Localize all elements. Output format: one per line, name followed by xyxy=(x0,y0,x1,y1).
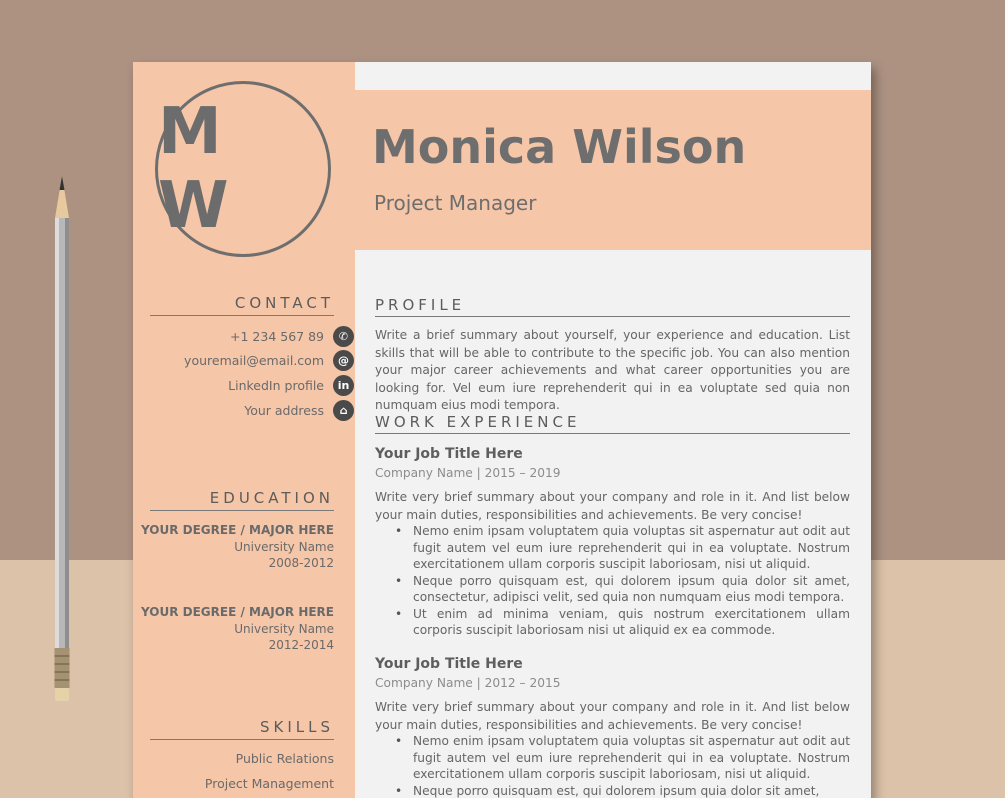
education-degree: YOUR DEGREE / MAJOR HERE xyxy=(141,605,334,619)
work-experience-heading: WORK EXPERIENCE xyxy=(375,413,581,431)
linkedin-icon: in xyxy=(333,375,354,396)
contact-address-text: Your address xyxy=(244,403,324,418)
job-title: Your Job Title Here xyxy=(375,656,523,672)
education-heading: EDUCATION xyxy=(209,489,334,507)
job-duty-item: • Neque porro quisquam est, qui dolorem ipsum quia dolor sit amet, consectetur, adipisci velit, sed quia non numquam eius modi tempora. xyxy=(395,573,850,606)
resume-job-title: Project Manager xyxy=(374,191,537,215)
job-company: Company Name | 2015 – 2019 xyxy=(375,466,561,480)
job-duty-item: • Nemo enim ipsam voluptatem quia voluptas sit aspernatur aut odit aut fugit autem vel eum iure reprehenderit qui in ea voluptate. Nostrum exercitationem ullam corporis suscipit laboriosam, nisi ut aliquid. xyxy=(395,523,850,573)
profile-heading: PROFILE xyxy=(375,296,466,314)
contact-linkedin-text: LinkedIn profile xyxy=(228,378,324,393)
education-entry xyxy=(141,604,334,654)
job-duty-item: • Neque porro quisquam est, qui dolorem ipsum quia dolor sit amet, xyxy=(395,783,850,798)
job-title: Your Job Title Here xyxy=(375,446,523,462)
skills-divider xyxy=(150,739,334,740)
contact-phone xyxy=(230,326,354,347)
contact-email-text: youremail@email.com xyxy=(184,353,324,368)
work-experience-divider xyxy=(375,433,850,434)
education-school: University Name xyxy=(234,621,334,636)
contact-divider xyxy=(150,315,334,316)
skills-heading: SKILLS xyxy=(259,718,334,736)
job-summary: Write very brief summary about your company and role in it. And list below your main duties, responsibilities and achievements. Be very concise! xyxy=(375,490,850,522)
education-entry xyxy=(141,522,334,572)
education-school: University Name xyxy=(234,539,334,554)
education-years: 2012-2014 xyxy=(268,638,334,652)
job-duty-item: • Ut enim ad minima veniam, quis nostrum exercitationem ullam corporis suscipit laboriosam nisi ut aliquid ex ea commode. xyxy=(395,606,850,639)
phone-icon: ✆ xyxy=(333,326,354,347)
contact-heading: CONTACT xyxy=(234,294,334,312)
job-summary: Write very brief summary about your company and role in it. And list below your main duties, responsibilities and achievements. Be very concise! xyxy=(375,700,850,732)
skill-item: Public Relations xyxy=(235,751,334,766)
home-icon: ⌂ xyxy=(333,400,354,421)
education-divider xyxy=(150,510,334,511)
profile-text: Write a brief summary about yourself, your experience and education. List skills that will be able to contribute to the specific job. You can also mention your major career achievements and what career opportunities you are looking for. Vel eum iure reprehenderit qui in ea voluptate sed quia non numquam eius modi tempora. xyxy=(375,328,850,412)
job-duties-list xyxy=(395,733,850,798)
job-duty-item: • Nemo enim ipsam voluptatem quia voluptas sit aspernatur aut odit aut fugit autem vel eum iure reprehenderit qui in ea voluptate. Nostrum exercitationem ullam corporis suscipit laboriosam, nisi ut aliquid. xyxy=(395,733,850,783)
job-duties-list xyxy=(395,523,850,639)
resume-name: Monica Wilson xyxy=(372,120,747,174)
contact-email xyxy=(184,350,354,371)
contact-address xyxy=(244,400,354,421)
at-icon: @ xyxy=(333,350,354,371)
monogram: M W xyxy=(155,81,331,257)
resume-page xyxy=(133,62,871,798)
contact-linkedin xyxy=(228,375,354,396)
job-company: Company Name | 2012 – 2015 xyxy=(375,676,561,690)
education-degree: YOUR DEGREE / MAJOR HERE xyxy=(141,523,334,537)
skill-item: Project Management xyxy=(204,776,334,791)
education-years: 2008-2012 xyxy=(268,556,334,570)
pencil-icon xyxy=(51,176,73,701)
profile-divider xyxy=(375,316,850,317)
contact-phone-text: +1 234 567 89 xyxy=(230,329,324,344)
